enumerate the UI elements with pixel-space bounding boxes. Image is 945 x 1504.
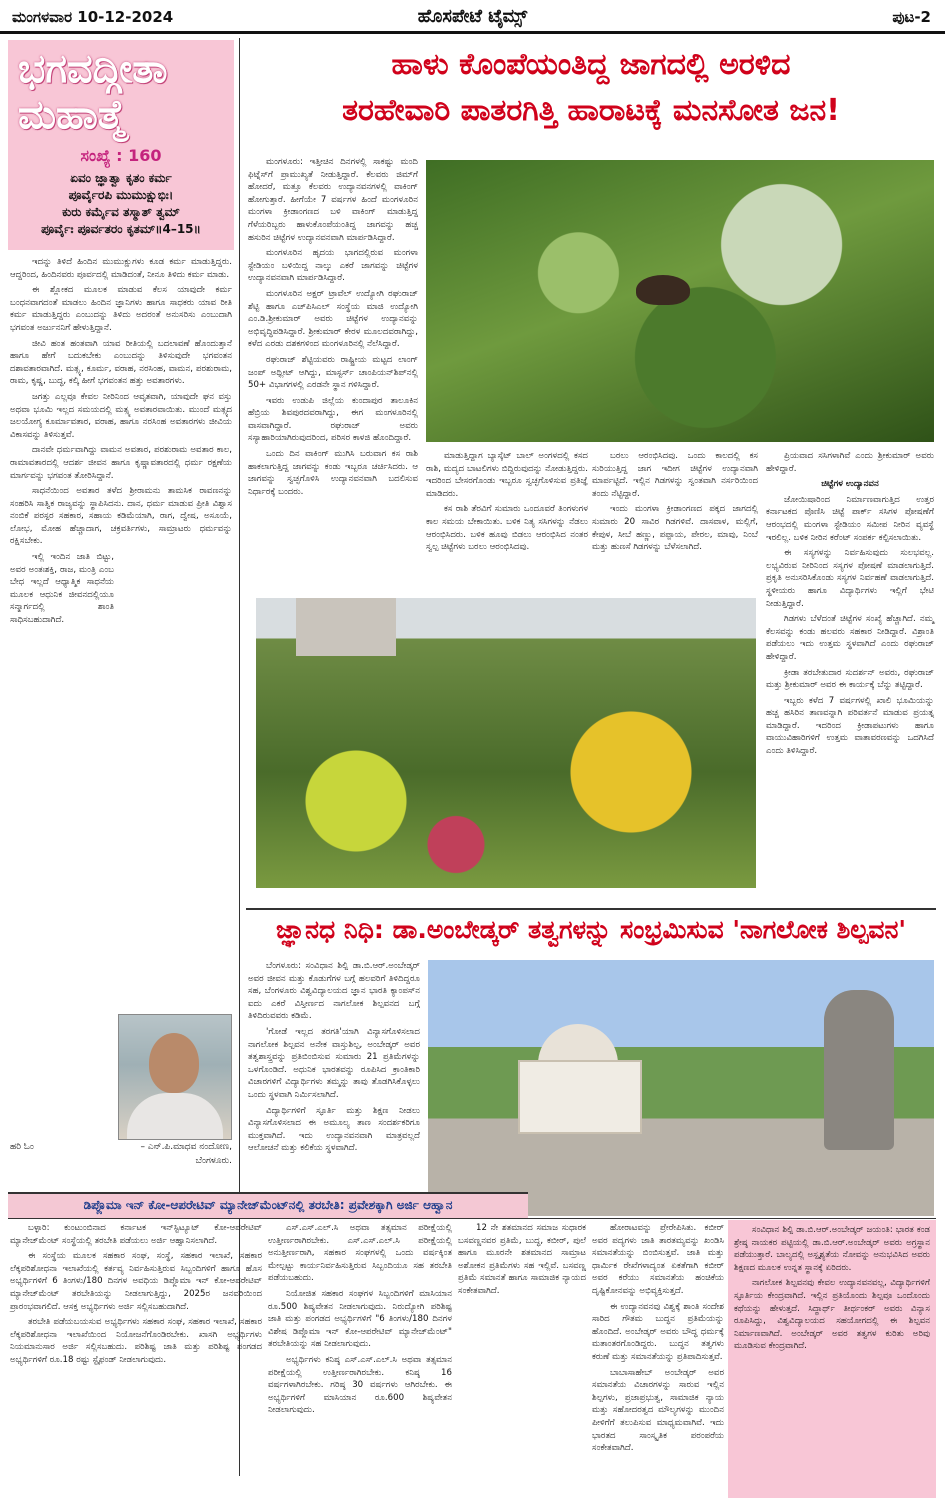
masthead	[0, 0, 945, 34]
gita-box	[8, 40, 234, 250]
paragraph: ಹೋರಾಟವನ್ನು ಪ್ರೇರೇಪಿಸಿತು. ಕಬೀರ್ ಅವರ ಪದ್ಯಗಳು ಜಾತಿ ತಾರತಮ್ಯವನ್ನು ಖಂಡಿಸಿ ಸಮಾನತೆಯನ್ನು ಬಿಂಬಿಸುತ್ತವೆ. ಜಾತಿ ಮತ್ತು ಧಾರ್ಮಿಕ ರೇಖೆಗಳಾದ್ಯಂತ ಏಕತೆಗಾಗಿ ಕಬೀರ್ ಅವರ ಕರೆಯು ಸಮಾನತೆಯ ಹಂಚಿಕೆಯ ದೃಷ್ಟಿಕೋನವನ್ನು ಅಭಿವ್ಯಕ್ತಿಸುತ್ತದೆ.	[592, 1223, 724, 1296]
paragraph: ಮಂಗಳೂರಿನ ಹೃದಯ ಭಾಗದಲ್ಲಿರುವ ಮಂಗಳಾ ಸ್ಟೇಡಿಯಂ ಬಳಿಯಿದ್ದ ನಾಲ್ಕು ಎಕರೆ ಜಾಗವನ್ನು ಚಿಟ್ಟೆಗಳ ಉದ್ಯಾನವನವಾಗಿ ಮಾರ್ಪಡಿಸಿದ್ದಾರೆ.	[248, 248, 418, 284]
story2-headline: ಜ್ಞಾನಧ ನಿಧಿ: ಡಾ.ಅಂಬೇಡ್ಕರ್ ತತ್ವಗಳನ್ನು ಸಂಭ್ರಮಿಸುವ 'ನಾಗಲೋಕ ಶಿಲ್ಪವನ'	[246, 908, 936, 950]
paragraph: ದಾನವೇ ಧರ್ಮವಾಗಿದ್ದು ವಾಮನ ಅವತಾರ, ಪರಶುರಾಮ ಅವತಾರ ಕಾಲ, ರಾಮಾವತಾರದಲ್ಲಿ ಆದರ್ಶ ಜೀವನ ಹಾಗೂ ಕೃಷ್ಣಾವತಾರದಲ್ಲಿ ಧರ್ಮ ರಕ್ಷಣೆಯ ಮಾರ್ಗವನ್ನು ಭಗವಂತ ತೋರಿಸಿದ್ದಾನೆ.	[10, 445, 232, 481]
paragraph: ಇಂದು ಮಂಗಳಾ ಕ್ರೀಡಾಂಗಣದ ಪಕ್ಕದ ಜಾಗದಲ್ಲಿ ಸುಮಾರು 20 ಸಾವಿರ ಗಿಡಗಳಿವೆ. ದಾಸವಾಳ, ಮಲ್ಲಿಗೆ, ಕೇಪುಳ, ಸೀಬೆ ಹಣ್ಣು, ಪಪ್ಪಾಯ, ಪೇರಲ, ಮಾವು, ನಿಂಬೆ ಮತ್ತು ಹುಣಸೆ ಗಿಡಗಳನ್ನು ಬೆಳೆಸಲಾಗಿದೆ.	[592, 504, 758, 553]
paragraph: ಬರಲು ಆರಂಭಿಸಿದವು. ಒಂದು ಕಾಲದಲ್ಲಿ ಕಸ ಸುರಿಯುತ್ತಿದ್ದ ಜಾಗ ಇದೀಗ ಚಿಟ್ಟೆಗಳ ಉದ್ಯಾನವಾಗಿ ಮಾರ್ಪಟ್ಟಿದೆ. ಇಲ್ಲಿನ ಗಿಡಗಳನ್ನು ಸ್ವಂತವಾಗಿ ನರ್ಸರಿಯಿಂದ ತಂದು ನೆಟ್ಟಿದ್ದಾರೆ.	[592, 451, 758, 499]
story3-headline: ಡಿಪ್ಲೊಮಾ ಇನ್ ಕೋ-ಆಪರೇಟಿವ್ ಮ್ಯಾನೇಜ್‌ಮೆಂಟ್‌ನಲ್ಲಿ ತರಬೇತಿ: ಪ್ರವೇಶಕ್ಕಾಗಿ ಅರ್ಜಿ ಆಹ್ವಾನ	[83, 1198, 453, 1212]
headline-line-1: ಹಾಳು ಕೊಂಪೆಯಂತಿದ್ದ ಜಾಗದಲ್ಲಿ ಅರಳಿದ	[391, 47, 791, 82]
ambedkar-statue	[824, 990, 894, 1150]
photo-shirt	[127, 1093, 223, 1139]
story1-headline	[246, 42, 936, 134]
story1-col2b	[592, 450, 758, 557]
paragraph: ಮಂಗಳೂರು: ಇತ್ತೀಚಿನ ದಿನಗಳಲ್ಲಿ ಸಾಕಷ್ಟು ಮಂದಿ ಫಿಟ್ನೆಸ್‌ಗೆ ಪ್ರಾಮುಖ್ಯತೆ ನೀಡುತ್ತಿದ್ದಾರೆ. ಕೆಲವರು ಜಿಮ್‌ಗೆ ಹೋದರೆ, ಮತ್ತೂ ಕೆಲವರು ಉದ್ಯಾನವನಗಳಲ್ಲಿ ವಾಕಿಂಗ್ ಹೋಗುತ್ತಾರೆ. ಹೀಗೆಯೇ 7 ವರ್ಷಗಳ ಹಿಂದೆ ಮಂಗಳೂರಿನ ಮಂಗಳಾ ಕ್ರೀಡಾಂಗಣದ ಬಳಿ ವಾಕಿಂಗ್ ಮಾಡುತ್ತಿದ್ದ ಗೆಳೆಯರಿಬ್ಬರು ಹಾಳುಕೊಂಪೆಯಂತಿದ್ದ ಜಾಗವನ್ನು ಹಚ್ಚ ಹಸುರಿನ ಚಿಟ್ಟೆಗಳ ಉದ್ಯಾನವನವಾಗಿ ಮಾರ್ಪಡಿಸಿದ್ದಾರೆ.	[248, 157, 418, 243]
issue-date: ಮಂಗಳವಾರ 10-12-2024	[12, 8, 174, 26]
shloka-line: ಏವಂ ಜ್ಞಾತ್ವಾ ಕೃತಂ ಕರ್ಮ	[70, 171, 172, 185]
paragraph: ಇದನ್ನು ತಿಳಿದೆ ಹಿಂದಿನ ಮುಮುಕ್ಷುಗಳು ಕೂಡ ಕರ್ಮ ಮಾಡುತ್ತಿದ್ದರು. ಆದ್ದರಿಂದ, ಹಿಂದಿನವರು ಪೂರ್ವದಲ್ಲಿ ಮಾಡಿದಂತೆ, ನೀನೂ ತಿಳಿದು ಕರ್ಮ ಮಾಡು.	[10, 257, 232, 280]
ambedkar-park-photo	[428, 960, 934, 1216]
paragraph: ಎಸ್.ಎಸ್.ಎಲ್.ಸಿ ಅಥವಾ ತತ್ಸಮಾನ ಪರೀಕ್ಷೆಯಲ್ಲಿ ಉತ್ತೀರ್ಣರಾಗಿರಬೇಕು. ಎಸ್.ಎಸ್.ಎಲ್.ಸಿ ಪರೀಕ್ಷೆಯಲ್ಲಿ ಅನುತ್ತೀರ್ಣರಾಗಿ, ಸಹಕಾರ ಸಂಘಗಳಲ್ಲಿ ಒಂದು ವರ್ಷಕ್ಕಿಂತ ಮೇಲ್ಪಟ್ಟು ಕಾರ್ಯನಿರ್ವಹಿಸುತ್ತಿರುವ ಸಿಬ್ಬಂದಿಯೂ ಸಹ ತರಬೇತಿ ಪಡೆಯಬಹುದು.	[268, 1223, 452, 1284]
newspaper-name: ಹೊಸಪೇಟೆ ಟೈಮ್ಸ್	[417, 6, 528, 27]
author-name: – ಎನ್.ಪಿ.ಮಾಧವ ನಂದೋಣ,	[140, 1142, 232, 1152]
butterfly-garden-photo	[426, 160, 934, 442]
paragraph: ಇವರು ಉಡುಪಿ ಜಿಲ್ಲೆಯ ಕುಂದಾಪುರ ತಾಲೂಕಿನ ಹೆಬ್ರಿಯ ಶಿವಪುರದವರಾಗಿದ್ದು, ಈಗ ಮಂಗಳೂರಿನಲ್ಲಿ ವಾಸವಾಗಿದ್ದಾರೆ. ರಘುರಾಜ್ ಅವರು ಸಸ್ಯಾಹಾರಿಯಾಗಿರುವುದರಿಂದ, ಪರಿಸರ ಕಾಳಜಿ ಹೊಂದಿದ್ದಾರೆ.	[248, 395, 418, 444]
paragraph: ಮಂಗಳೂರಿನ ಅಕ್ಷರ್ ಟ್ರಾವೆಲ್ ಉದ್ಯೋಗಿ ರಘುರಾಜ್ ಶೆಟ್ಟಿ ಹಾಗೂ ಎಚ್‌ಪಿಸಿಎಲ್ ಸಂಸ್ಥೆಯ ಮಾಜಿ ಉದ್ಯೋಗಿ ಎಂ.ಡಿ.ಶ್ರೀಕುಮಾರ್ ಅವರು ಚಿಟ್ಟೆಗಳ ಉದ್ಯಾನವನ್ನು ಅಭಿವೃದ್ಧಿಪಡಿಸಿದ್ದಾರೆ. ಶ್ರೀಕುಮಾರ್ ಕೇರಳ ಮೂಲದವರಾಗಿದ್ದು, ಕಳೆದ ಎರಡು ದಶಕಗಳಿಂದ ಮಂಗಳೂರಿನಲ್ಲಿ ನೆಲೆಸಿದ್ದಾರೆ.	[248, 288, 418, 350]
paragraph: ವಿದ್ಯಾರ್ಥಿಗಳಿಗೆ ಸ್ಫೂರ್ತಿ ಮತ್ತು ಶಿಕ್ಷಣ ನೀಡಲು ವಿನ್ಯಾಸಗೊಳಿಸಲಾದ ಈ ಅಮೂಲ್ಯ ತಾಣ ಸಂದರ್ಶಕರಿಗೂ ಮುಕ್ತವಾಗಿದೆ. ಇದು ಉದ್ಯಾನವನವಾಗಿ ಮಾತ್ರವಲ್ಲದೆ ಆಲೋಚನೆ ಮತ್ತು ಕಲಿಕೆಯ ಸ್ಥಳವಾಗಿದೆ.	[248, 1105, 420, 1154]
paragraph: ಗಿಡಗಳು ಬೆಳೆದಂತೆ ಚಿಟ್ಟೆಗಳ ಸಂಖ್ಯೆ ಹೆಚ್ಚಾಗಿದೆ. ನಮ್ಮ ಕೆಲಸವನ್ನು ಕಂಡು ಹಲವರು ಸಹಕಾರ ನೀಡಿದ್ದಾರೆ. ವಿಶ್ರಾಂತಿ ಪಡೆಯಲು ಇದು ಉತ್ತಮ ಸ್ಥಳವಾಗಿದೆ ಎಂದು ರಘುರಾಜ್ ಹೇಳಿದ್ದಾರೆ.	[766, 614, 934, 662]
paragraph: 'ಗೋಡೆ ಇಲ್ಲದ ತರಗತಿ'ಯಾಗಿ ವಿನ್ಯಾಸಗೊಳಿಸಲಾದ ನಾಗಲೋಕ ಶಿಲ್ಪವನ ಅನೇಕ ವಾಸ್ತುಶಿಲ್ಪ, ಅಂಬೇಡ್ಕರ್ ಅವರ ತತ್ವಶಾಸ್ತ್ರವನ್ನು ಪ್ರತಿಬಿಂಬಿಸುವ ಸುಮಾರು 21 ಪ್ರತಿಮೆಗಳನ್ನು ಒಳಗೊಂಡಿದೆ. ಅಧುನಿಕ ಭಾರತವನ್ನು ರೂಪಿಸಿದ ಕ್ರಾಂತಿಕಾರಿ ವಿಚಾರಗಳಿಗೆ ವಿದ್ಯಾರ್ಥಿಗಳು ತಮ್ಮನ್ನು ತಾವು ತೊಡಗಿಸಿಕೊಳ್ಳಲು ಒಂದು ಸ್ಥಳವಾಗಿ ನಿರ್ಮಿಸಲಾಗಿದೆ.	[248, 1026, 420, 1100]
story1-col3	[766, 450, 934, 761]
headline-line-2: ತರಹೇವಾರಿ ಪಾತರಗಿತ್ತಿ ಹಾರಾಟಕ್ಕೆ ಮನಸೋತ ಜನ!	[342, 93, 840, 128]
ambedkar-sidebar	[728, 1220, 936, 1498]
shloka-line: ಪೂರ್ವೈರಪಿ ಮುಮುಕ್ಷುಭಿಃ।	[68, 188, 174, 202]
photo-face	[149, 1033, 199, 1093]
story2-col1-cont	[458, 1222, 586, 1301]
paragraph: ರಘುರಾಜ್ ಶೆಟ್ಟಿಯವರು ರಾಷ್ಟ್ರೀಯ ಮಟ್ಟದ ಲಾಂಗ್ ಜಂಪ್ ಅಥ್ಲೀಟ್ ಆಗಿದ್ದು, ಮಾಸ್ಟರ್ಸ್ ಚಾಂಪಿಯನ್‌ಶಿಪ್‌ನಲ್ಲಿ 50+ ವಿಭಾಗಗಳಲ್ಲಿ ಎರಡನೇ ಸ್ಥಾನ ಗಳಿಸಿದ್ದಾರೆ.	[248, 354, 418, 391]
paragraph: ಮಾಡುತ್ತಿದ್ದಾಗ ಬ್ಯಾಸ್ಕೆಟ್ ಬಾಲ್ ಅಂಗಳದಲ್ಲಿ ಕಸದ ರಾಶಿ, ಮದ್ಯದ ಬಾಟಲಿಗಳು ಬಿದ್ದಿರುವುದನ್ನು ನೋಡುತ್ತಿದ್ದರು. ಇದರಿಂದ ಬೇಸರಗೊಂಡು ಇಬ್ಬರೂ ಸ್ವಚ್ಛಗೊಳಿಸುವ ಪ್ರತಿಜ್ಞೆ ಮಾಡಿದರು.	[426, 451, 588, 499]
paragraph: ಈ ಉದ್ಯಾನವನವು ವಿಶ್ವಕ್ಕೆ ಶಾಂತಿ ಸಂದೇಶ ಸಾರಿದ ಗೌತಮ ಬುದ್ಧನ ಪ್ರತಿಮೆಯನ್ನು ಹೊಂದಿದೆ. ಅಂಬೇಡ್ಕರ್ ಅವರು ಬೌದ್ಧ ಧರ್ಮಕ್ಕೆ ಮತಾಂತರಗೊಂಡಿದ್ದರು. ಬುದ್ಧನ ತತ್ವಗಳು ಕರುಣೆ ಮತ್ತು ಸಮಾನತೆಯನ್ನು ಪ್ರತಿಪಾದಿಸುತ್ತವೆ.	[592, 1301, 724, 1362]
paragraph: ಬಾಬಾಸಾಹೇಬ್ ಅಂಬೇಡ್ಕರ್ ಅವರ ಸಮಾನತೆಯ ವಿಚಾರಗಳನ್ನು ಸಾರುವ ಇಲ್ಲಿನ ಶಿಲ್ಪಗಳು, ಪ್ರಜಾಪ್ರಭುತ್ವ, ಸಾಮಾಜಿಕ ನ್ಯಾಯ ಮತ್ತು ಸಹೋದರತ್ವದ ಮೌಲ್ಯಗಳನ್ನು ಮುಂದಿನ ಪೀಳಿಗೆಗೆ ತಲುಪಿಸುವ ಮಾಧ್ಯಮವಾಗಿವೆ. ಇದು ಭಾರತದ ಸಾಂಸ್ಕೃತಿಕ ಪರಂಪರೆಯ ಸಂಕೇತವಾಗಿದೆ.	[592, 1367, 724, 1454]
shloka-line: ಪೂರ್ವೈಃ ಪೂರ್ವತರಂ ಕೃತಮ್॥4–15॥	[41, 222, 201, 236]
paragraph: ಕ್ರೀಡಾ ತರಬೇತುದಾರ ಸುದರ್ಶನ್ ಅವರು, ರಘುರಾಜ್ ಮತ್ತು ಶ್ರೀಕುಮಾರ್ ಅವರ ಈ ಕಾರ್ಯಕ್ಕೆ ಬೆನ್ನು ತಟ್ಟಿದ್ದಾರೆ.	[766, 667, 934, 691]
paragraph: 12 ನೇ ಶತಮಾನದ ಸಮಾಜ ಸುಧಾರಕ ಬಸವಣ್ಣನವರ ಪ್ರತಿಮೆ, ಬುದ್ಧ, ಕಬೀರ್, ಪುಲೆ ಹಾಗೂ ಮೂರನೇ ಶತಮಾನದ ಸಾಮ್ರಾಟ ಅಶೋಕನ ಪ್ರತಿಮೆಗಳು ಸಹ ಇಲ್ಲಿವೆ. ಬಸವಣ್ಣ ಪ್ರತಿಮೆ ಸಮಾನತೆ ಹಾಗೂ ಸಾಮಾಜಿಕ ನ್ಯಾಯದ ಸಂಕೇತವಾಗಿದೆ.	[458, 1223, 586, 1296]
paragraph: ಸಾಧನೆಯಿಂದ ಅವತಾರ ತಳೆದ ಶ್ರೀರಾಮನು ತಾಮಸಿಕ ರಾವಣನನ್ನು ಸಂಹರಿಸಿ ಸಾತ್ವಿಕ ರಾಜ್ಯವನ್ನು ಸ್ಥಾಪಿಸಿದನು. ದಾನ, ಧರ್ಮ ಮಾಡುವ ಪ್ರೀತಿ ವಿಶ್ವಾಸ ನಂಬಿಕೆ ಪರಸ್ಪರ ಸಹಕಾರ, ಸಹಾಯ ಕಡಿಮೆಯಾಗಿ, ರಾಗ, ದ್ವೇಷ, ಅಸೂಯೆ, ಲೋಭ, ಮೋಹ ಹೆಚ್ಚಾದಾಗ, ಚಕ್ರವರ್ತಿಗಳು, ಸಾಮ್ರಾಟರು ಧರ್ಮವನ್ನು ರಕ್ಷಿಸಬೇಕು.	[10, 486, 232, 547]
shloka-line: ಕುರು ಕರ್ಮೈವ ತಸ್ಮಾತ್ ತ್ವಮ್	[62, 205, 180, 219]
paragraph: ಕಸ ರಾಶಿ ತೆರವಿಗೆ ಸುಮಾರು ಒಂದೂವರೆ ತಿಂಗಳುಗಳ ಕಾಲ ಸಮಯ ಬೇಕಾಯಿತು. ಬಳಿಕ ನಿತ್ಯ ಸಸಿಗಳನ್ನು ನೆಡಲು ಆರಂಭಿಸಿದರು. ಬಳಿಕ ಹೂವು ಬಿಡಲು ಆರಂಭಿಸಿದ ನಂತರ ಸ್ವಲ್ಪ ಚಿಟ್ಟೆಗಳು ಬರಲು ಆರಂಭಿಸಿದವು.	[426, 504, 588, 553]
butterfly-icon	[636, 275, 690, 305]
gita-number: ಸಂಖ್ಯೆ : 160	[80, 146, 162, 165]
paragraph: ಒಂದು ದಿನ ವಾಕಿಂಗ್ ಮುಗಿಸಿ ಬರುವಾಗ ಕಸ ರಾಶಿ ಹಾಕಲಾಗುತ್ತಿದ್ದ ಜಾಗವನ್ನು ಕಂಡು ಇಬ್ಬರೂ ಚರ್ಚಿಸಿದರು. ಆ ಜಾಗವನ್ನು ಸ್ವಚ್ಛಗೊಳಿಸಿ ಉದ್ಯಾನವನವಾಗಿ ಬದಲಿಸುವ ನಿರ್ಧಾರಕ್ಕೆ ಬಂದರು.	[248, 449, 418, 497]
section-rule	[8, 1218, 936, 1219]
paragraph: ಅಭ್ಯರ್ಥಿಗಳು ಕನಿಷ್ಠ ಎಸ್.ಎಸ್.ಎಲ್.ಸಿ ಅಥವಾ ತತ್ಸಮಾನ ಪರೀಕ್ಷೆಯಲ್ಲಿ ಉತ್ತೀರ್ಣರಾಗಿರಬೇಕು. ಕನಿಷ್ಠ 16 ವರ್ಷಗಳಾಗಿರಬೇಕು. ಗರಿಷ್ಠ 30 ವರ್ಷಗಳು ಆಗಿರಬೇಕು. ಈ ಅಭ್ಯರ್ಥಿಗಳಿಗೆ ಮಾಸಿಯಾನ ರೂ.600 ಶಿಷ್ಯವೇತನ ನೀಡಲಾಗುವುದು.	[268, 1354, 452, 1416]
paragraph: ನಾಗಲೋಕ ಶಿಲ್ಪವನವು ಕೇವಲ ಉದ್ಯಾನವನವಲ್ಲ, ವಿದ್ಯಾರ್ಥಿಗಳಿಗೆ ಸ್ಫೂರ್ತಿಯ ಕೇಂದ್ರವಾಗಿದೆ. ಇಲ್ಲಿನ ಪ್ರತಿಯೊಂದು ಶಿಲ್ಪವೂ ಒಂದೊಂದು ಕಥೆಯನ್ನು ಹೇಳುತ್ತದೆ. ಸಿದ್ಧಾರ್ಥ್ ತೀರ್ಥಂಕರ್ ಅವರು ವಿನ್ಯಾಸ ರೂಪಿಸಿದ್ದು, ವಿಶ್ವವಿದ್ಯಾಲಯದ ಸಹಯೋಗದಲ್ಲಿ ಈ ಶಿಲ್ಪವನ ನಿರ್ಮಾಣವಾಗಿದೆ. ಅಂಬೇಡ್ಕರ್ ಅವರ ತತ್ವಗಳ ಕುರಿತು ಅರಿವು ಮೂಡಿಸುವ ಕೇಂದ್ರವಾಗಿದೆ.	[734, 1278, 930, 1352]
paragraph: ಇಲ್ಲಿ ಇಂದಿನ ಜಾತಿ ಬಿಟ್ಟು, ಅವರ ಅಂತಃಶಕ್ತಿ, ರಾಜ, ಮಂತ್ರಿ ಎಂಬ ಬೇಧ ಇಲ್ಲದೆ ಆಧ್ಯಾತ್ಮಿಕ ಸಾಧನೆಯ ಮೂಲಕ ಆಧುನಿಕ ಜೀವನದಲ್ಲಿಯೂ ಸನ್ಮಾರ್ಗದಲ್ಲಿ ಶಾಂತಿ ಸಾಧಿಸಬಹುದಾಗಿದೆ.	[10, 552, 114, 626]
story2-col1	[248, 960, 420, 1158]
garden-photo	[256, 598, 756, 888]
paragraph: ಬೆಂಗಳೂರು: ಸಂವಿಧಾನ ಶಿಲ್ಪಿ ಡಾ.ಬಿ.ಆರ್.ಅಂಬೇಡ್ಕರ್ ಅವರ ಜೀವನ ಮತ್ತು ಕೊಡುಗೆಗಳ ಬಗ್ಗೆ ಹಲವರಿಗೆ ತಿಳಿದಿದ್ದರೂ ಸಹ, ಬೆಂಗಳೂರು ವಿಶ್ವವಿದ್ಯಾಲಯದ ಜ್ಞಾನ ಭಾರತಿ ಕ್ಯಾಂಪಸ್‌ನ ಐದು ಎಕರೆ ವಿಸ್ತೀರ್ಣದ ನಾಗಲೋಕ ಶಿಲ್ಪವನದ ಬಗ್ಗೆ ತಿಳಿದಿರುವವರು ಕಡಿಮೆ.	[248, 961, 420, 1022]
gita-title: ಭಗವದ್ಗೀತಾ ಮಹಾತ್ಮೆ	[18, 46, 168, 138]
author-photo	[118, 1014, 232, 1140]
paragraph: ಈ ಸಂಸ್ಥೆಯ ಮೂಲಕ ಸಹಕಾರ ಸಂಘ, ಸಂಸ್ಥೆ, ಸಹಕಾರ ಇಲಾಖೆ, ಸಹಕಾರ ಲೆಕ್ಕಪರಿಶೋಧನಾ ಇಲಾಖೆಯಲ್ಲಿ ಕರ್ತವ್ಯ ನಿರ್ವಹಿಸುತ್ತಿರುವ ಸಿಬ್ಬಂದಿಗಳಿಗೆ ಹಾಗೂ ಹೊಸ ಅಭ್ಯರ್ಥಿಗಳಿಗೆ 6 ತಿಂಗಳು/180 ದಿನಗಳ ಅವಧಿಯ ಡಿಪ್ಲೊಮಾ ಇನ್ ಕೋ-ಆಪರೇಟಿವ್ ಮ್ಯಾನೇಜ್‌ಮೆಂಟ್ ತರಬೇತಿಯನ್ನು ನೀಡಲಾಗುತ್ತಿದ್ದು, 2025ರ ಜನವರಿಯಿಂದ ಪ್ರಾರಂಭವಾಗಲಿದೆ. ಆಸಕ್ತ ಅಭ್ಯರ್ಥಿಗಳು ಅರ್ಜಿ ಸಲ್ಲಿಸಬಹುದಾಗಿದೆ.	[10, 1251, 262, 1312]
page-number: ಪುಟ-2	[892, 8, 931, 26]
story1-col1	[248, 156, 418, 501]
dome-structure	[538, 1024, 618, 1064]
paragraph: ಜಗತ್ತು ಎಲ್ಲವೂ ಕೇವಲ ನೀರಿನಿಂದ ಆವೃತವಾಗಿ, ಯಾವುದೇ ಘನ ವಸ್ತು ಅಥವಾ ಭೂಮಿ ಇಲ್ಲದ ಸಮಯದಲ್ಲಿ ಮತ್ಸ್ಯ ಅವತಾರವಾಯಿತು. ಮುಂದೆ ಮತ್ಸ್ಯದ ಜಲಯೋಗ್ಯ ಕೂರ್ಮಾವತಾರ, ವರಾಹ, ಹಾಗೂ ನರಸಿಂಹ ಅವತಾರಗಳು ಜೀವಿಯ ವಿಕಾಸವನ್ನು ತಿಳಿಸುತ್ತವೆ.	[10, 391, 232, 440]
gita-shloka	[8, 170, 234, 238]
paragraph: ನಿಯೋಜಿತ ಸಹಕಾರ ಸಂಘಗಳ ಸಿಬ್ಬಂದಿಗಳಿಗೆ ಮಾಸಿಯಾನ ರೂ.500 ಶಿಷ್ಯವೇತನ ನೀಡಲಾಗುವುದು. ನಿರುದ್ಯೋಗಿ ಪರಿಶಿಷ್ಟ ಜಾತಿ ಮತ್ತು ಪಂಗಡದ ಅಭ್ಯರ್ಥಿಗಳಿಗೆ "6 ತಿಂಗಳು/180 ದಿನಗಳ ವಿಶೇಷ ಡಿಪ್ಲೊಮಾ ಇನ್ ಕೋ-ಆಪರೇಟಿವ್ ಮ್ಯಾನೇಜ್‌ಮೆಂಟ್" ತರಬೇತಿಯನ್ನು ಸಹ ನೀಡಲಾಗುವುದು.	[268, 1288, 452, 1350]
paragraph: ಈ ಸಸ್ಯಗಳನ್ನು ನಿರ್ವಹಿಸುವುದು ಸುಲಭವಲ್ಲ. ಲಭ್ಯವಿರುವ ನೀರಿನಿಂದ ಸಸ್ಯಗಳ ಪೋಷಣೆ ಮಾಡಲಾಗುತ್ತಿದೆ. ಪ್ರಕೃತಿ ಅನುಸರಿಸಿಕೊಂಡು ಸಸ್ಯಗಳ ನಿರ್ವಹಣೆ ವಾಡಲಾಗುತ್ತಿದೆ. ಸ್ಥಳೀಯರು ಹಾಗೂ ವಿದ್ಯಾರ್ಥಿಗಳು ಇಲ್ಲಿಗೆ ಭೇಟಿ ನೀಡುತ್ತಿದ್ದಾರೆ.	[766, 548, 934, 609]
paragraph: ತರಬೇತಿ ಪಡೆಯಬಯಸುವ ಅಭ್ಯರ್ಥಿಗಳು ಸಹಕಾರ ಸಂಘ, ಸಹಕಾರ ಇಲಾಖೆ, ಸಹಕಾರ ಲೆಕ್ಕಪರಿಶೋಧನಾ ಇಲಾಖೆಯಿಂದ ನಿಯೋಜನೆಗೊಂಡಿರಬೇಕು. ಖಾಸಗಿ ಅಭ್ಯರ್ಥಿಗಳು ನಿಯಮಾನುಸಾರ ಅರ್ಜಿ ಸಲ್ಲಿಸಬಹುದು. ಪರಿಶಿಷ್ಟ ಜಾತಿ ಮತ್ತು ಪರಿಶಿಷ್ಟ ಪಂಗಡದ ಅಭ್ಯರ್ಥಿಗಳಿಗೆ ರೂ.18 ರಷ್ಟು ಸ್ಟೈಫಂಡ್ ನೀಡಲಾಗುವುದು.	[10, 1317, 262, 1365]
subheading: ಚಿಟ್ಟೆಗಳ ಉದ್ಯಾನವನ	[821, 479, 879, 490]
paragraph: ಈ ಶ್ಲೋಕದ ಮೂಲಕ ಮಾಡುವ ಕೆಲಸ ಯಾವುದೇ ಕರ್ಮ ಬಂಧನವಾಗದಂತೆ ಮಾಡಲು ಹಿಂದಿನ ಜ್ಞಾನಿಗಳು ಹಾಗೂ ಸಾಧಕರು ಯಾವ ರೀತಿ ಕರ್ಮ ಮಾಡುತ್ತಿದ್ದರು ಎಂಬುದನ್ನು ತಿಳಿದು ಅದರಂತೆ ಅನುಸರಿಸು ಎಂಬುದಾಗಿ ಭಗವಂತ ಅರ್ಜುನನಿಗೆ ಹೇಳುತ್ತಿದ್ದಾನೆ.	[10, 285, 232, 333]
story2-col2	[592, 1222, 724, 1458]
background-building	[296, 598, 396, 656]
paragraph: ಇಬ್ಬರು ಕಳೆದ 7 ವರ್ಷಗಳಲ್ಲಿ ಖಾಲಿ ಭೂಮಿಯನ್ನು ಹಚ್ಚ ಹಸಿರಿನ ತಾಣವನ್ನಾಗಿ ಪರಿವರ್ತನೆ ಮಾಡುವ ಪ್ರಯತ್ನ ಮಾಡಿದ್ದಾರೆ. ಇದರಿಂದ ಕ್ರೀಡಾಪಟುಗಳು ಹಾಗೂ ವಾಯುವಿಹಾರಿಗಳಿಗೆ ಉತ್ತಮ ವಾತಾವರಣವನ್ನು ಒದಗಿಸಿದೆ ಎಂದು ತಿಳಿಸಿದ್ದಾರೆ.	[766, 695, 934, 757]
author-signature	[10, 1140, 232, 1168]
story3-col1	[10, 1222, 262, 1370]
paragraph: ಜೋಯಿಷಾರಿಂದ ನಿರ್ಮಾಣವಾಗುತ್ತಿದ ಉತ್ತರ ಕರ್ನಾಟಕದ ಪೊಣಿಸಿ ಚಿಟ್ಟೆ ಪಾರ್ಕ್ ಸಸಿಗಳ ಪೋಷಣೆಗೆ ಆರಂಭದಲ್ಲಿ ಮಂಗಳಾ ಸ್ಟೇಡಿಯಂ ಸಮೀಪ ನೀರಿನ ವ್ಯವಸ್ಥೆ ಇರಲಿಲ್ಲ. ಬಳಿಕ ನೀರಿನ ಕರೆಂಟ್ ಸಂಪರ್ಕ ಕಲ್ಪಿಸಲಾಯಿತು.	[766, 494, 934, 543]
story1-col2	[426, 450, 588, 557]
story2-col3	[734, 1224, 930, 1353]
paragraph: ಜೀವಿ ಹಂತ ಹಂತವಾಗಿ ಯಾವ ರೀತಿಯಲ್ಲಿ ಬದಲಾವಣೆ ಹೊಂದುತ್ತಾನೆ ಹಾಗೂ ಹೇಗೆ ಬದುಕಬೇಕು ಎಂಬುದನ್ನು ತಿಳಿಸುವುದೇ ಭಗವಂತನ ದಶಾವತಾರವಾಗಿದೆ. ಮತ್ಸ್ಯ, ಕೂರ್ಮ, ವರಾಹ, ನರಸಿಂಹ, ವಾಮನ, ಪರಶುರಾಮ, ರಾಮ, ಕೃಷ್ಣ, ಬುದ್ಧ, ಕಲ್ಕಿ ಹೀಗೆ ಭಗವಂತನ ಹತ್ತು ಅವತಾರಗಳು.	[10, 338, 232, 387]
hall-building	[518, 1060, 642, 1134]
gita-article	[10, 256, 232, 630]
paragraph: ಪ್ರಿಯವಾದ ಸಸಿಗಳಾಗಿವೆ ಎಂದು ಶ್ರೀಕುಮಾರ್ ಅವರು ಹೇಳಿದ್ದಾರೆ.	[766, 451, 934, 474]
paragraph: ಸಂವಿಧಾನ ಶಿಲ್ಪಿ ಡಾ.ಬಿ.ಆರ್.ಅಂಬೇಡ್ಕರ್ ಜಯಂತಿ: ಭಾರತ ಕಂಡ ಶ್ರೇಷ್ಠ ನಾಯಕರ ಪಟ್ಟಿಯಲ್ಲಿ ಡಾ.ಬಿ.ಆರ್.ಅಂಬೇಡ್ಕರ್ ಅವರು ಅಗ್ರಸ್ಥಾನ ಪಡೆಯುತ್ತಾರೆ. ಬಾಲ್ಯದಲ್ಲಿ ಅಸ್ಪೃಶ್ಯತೆಯ ನೋವನ್ನು ಅನುಭವಿಸಿದ ಅವರು ಶಿಕ್ಷಣದ ಮೂಲಕ ಉನ್ನತ ಸ್ಥಾನಕ್ಕೆ ಏರಿದರು.	[734, 1225, 930, 1273]
author-place: ಬೆಂಗಳೂರು.	[195, 1156, 232, 1166]
paragraph: ಬಳ್ಳಾರಿ: ಕುಂಟುಂಬಿನಾದ ಕರ್ನಾಟಕ ಇನ್‌ಸ್ಟಿಟ್ಯೂಟ್ ಕೋ-ಆಪರೇಟಿವ್ ಮ್ಯಾನೇಜ್‌ಮೆಂಟ್ ಸಂಸ್ಥೆಯಲ್ಲಿ ತರಬೇತಿ ಪಡೆಯಲು ಅರ್ಜಿ ಆಹ್ವಾನಿಸಲಾಗಿದೆ.	[10, 1223, 262, 1246]
greeting: ಹರಿ ಓಂ	[10, 1142, 34, 1152]
story3-col2	[268, 1222, 452, 1420]
